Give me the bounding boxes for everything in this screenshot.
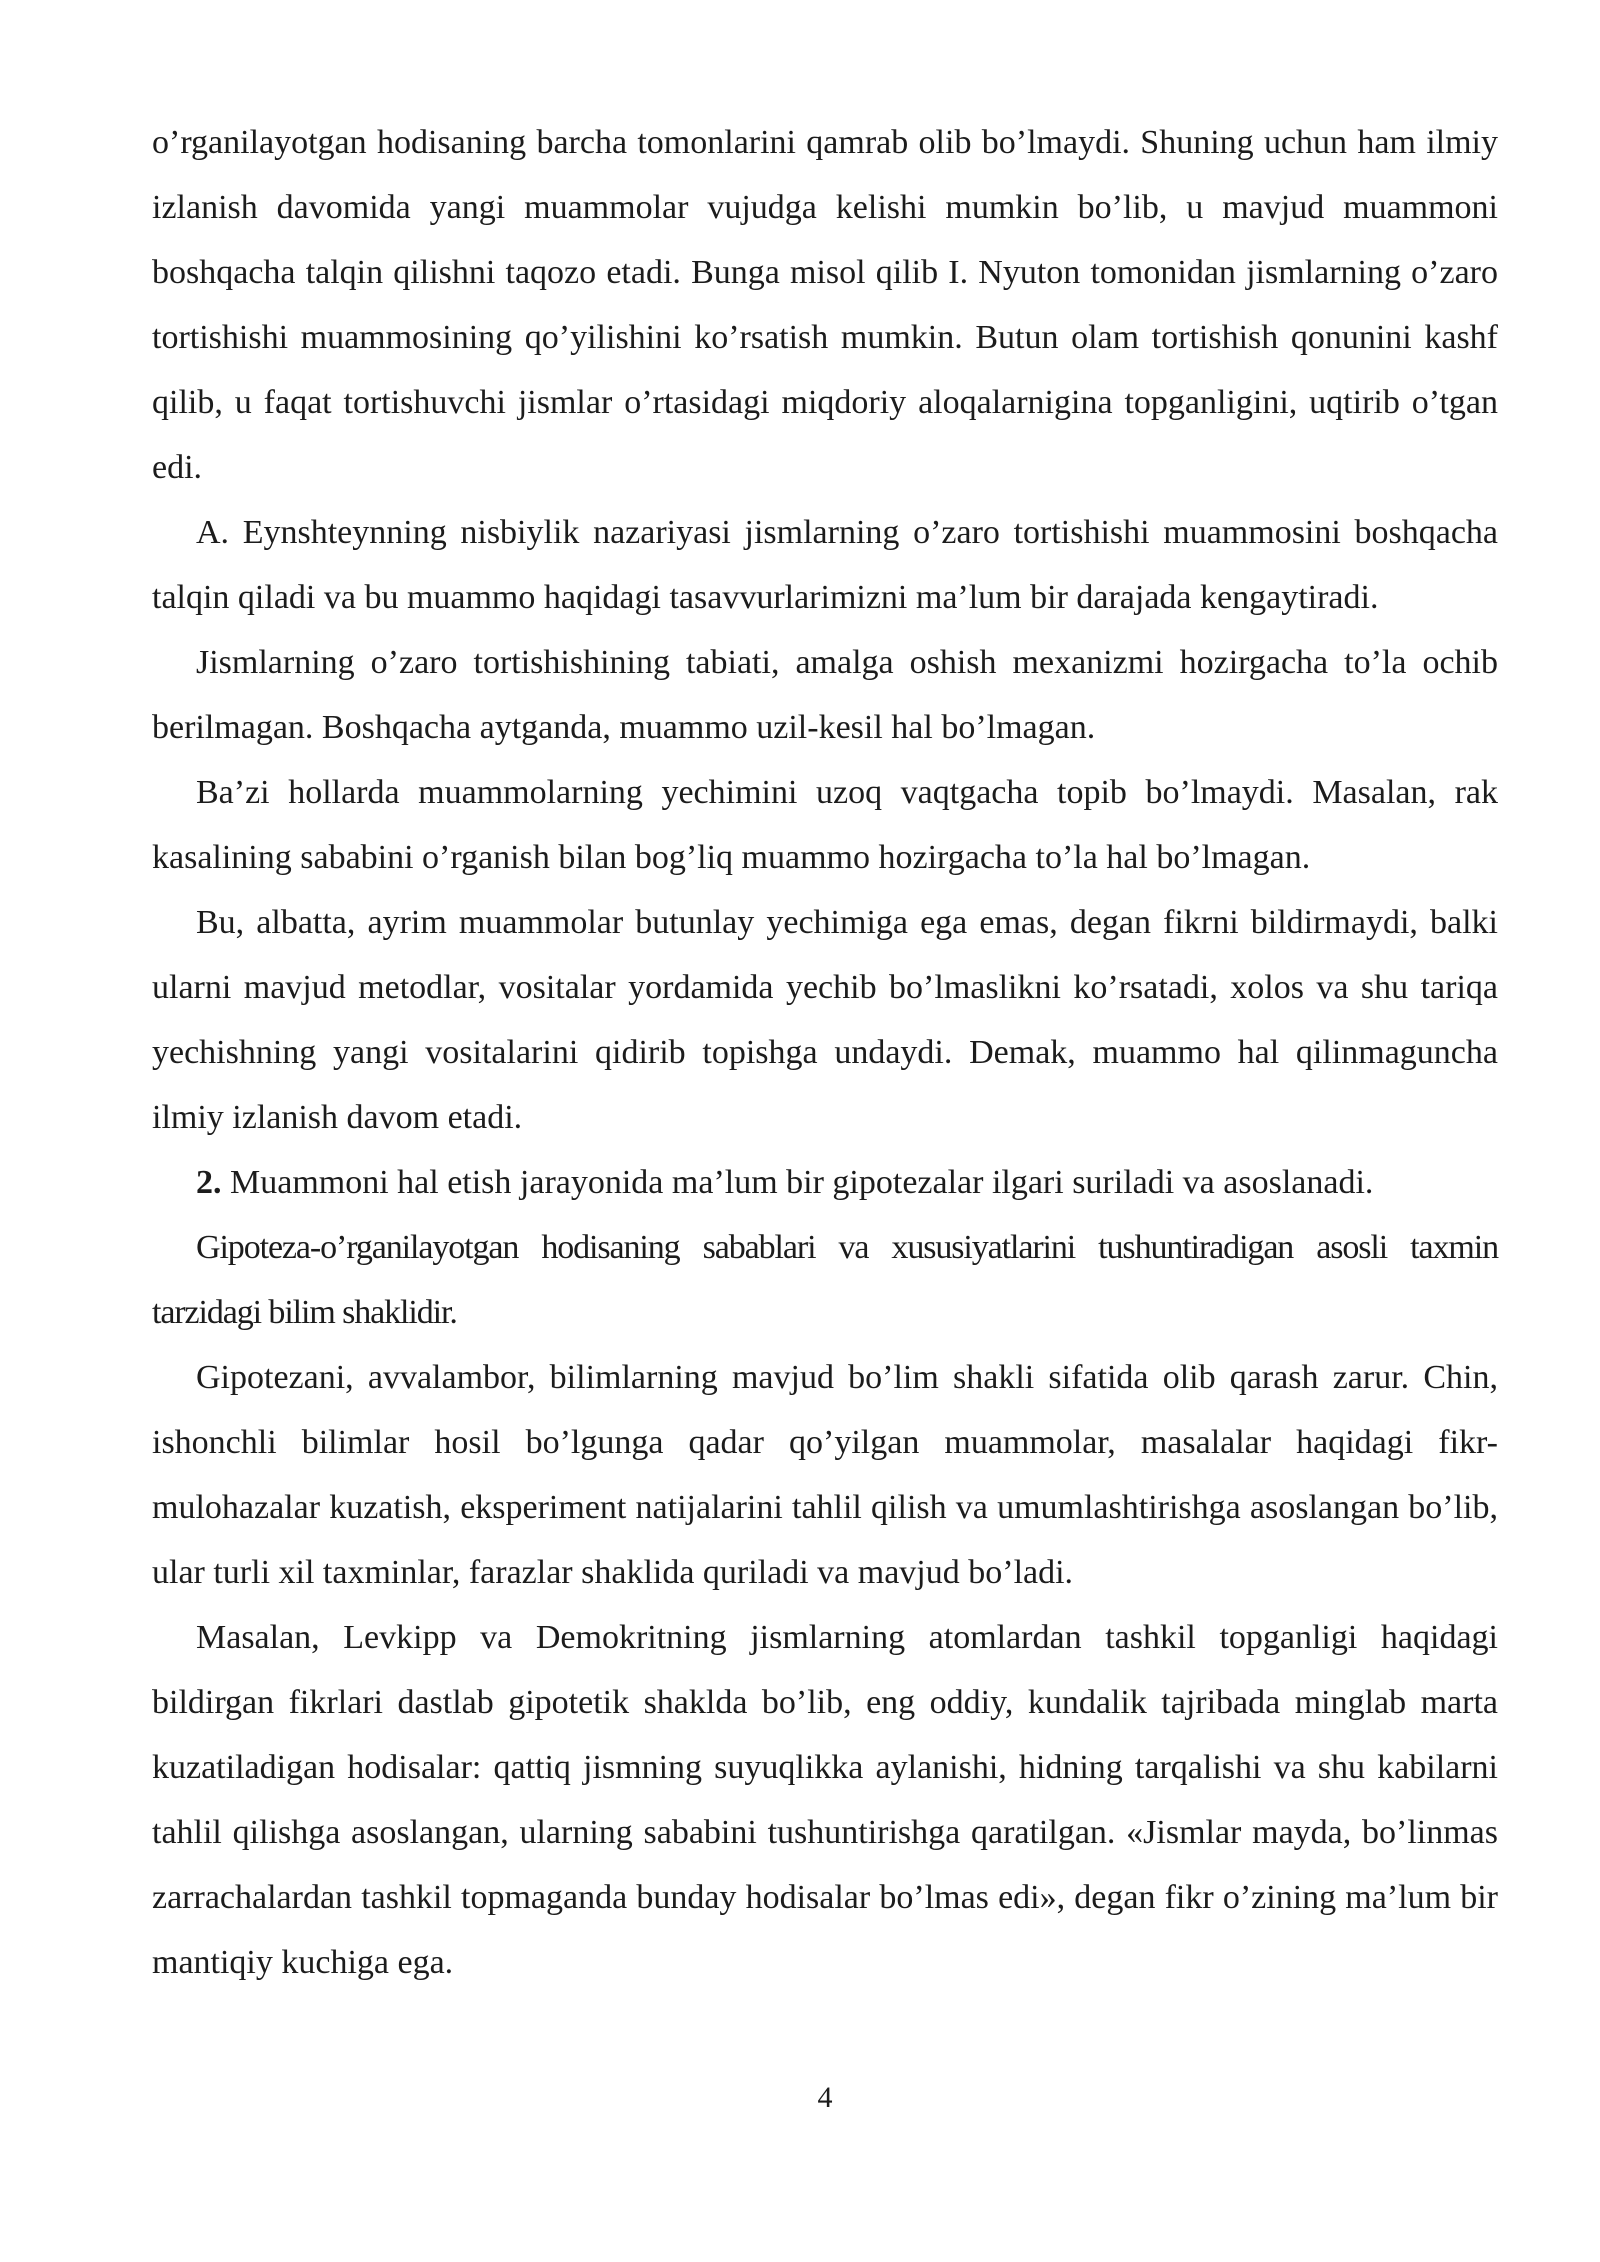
body-text <box>152 110 1498 1995</box>
page-number: 4 <box>817 2081 833 2114</box>
numbered-paragraph <box>152 1150 1498 1215</box>
paragraph-3: Jismlarning o’zaro tortishishining tabiati, amalga oshish mexanizmi hozirgacha to’la ochib berilmagan. Boshqacha aytganda, muammo uzil-kesil hal bo’lmagan. <box>152 644 1498 746</box>
numbered-paragraph-text: Muammoni hal etish jarayonida ma’lum bir gipotezalar ilgari suriladi va asoslanadi. <box>221 1164 1374 1201</box>
paragraph-number: 2. <box>196 1164 222 1201</box>
paragraph-1: o’rganilayotgan hodisaning barcha tomonlarini qamrab olib bo’lmaydi. Shuning uchun ham ilmiy izlanish davomida yangi muammolar vujudga kelishi mumkin bo’lib, u mavjud muammoni boshqacha talqin qilishni taqozo etadi. Bunga misol qilib I. Nyuton tomonidan jismlarning o’zaro tortishishi muammosining qo’yilishini ko’rsatish mumkin. Butun olam tortishish qonunini kashf qilib, u faqat tortishuvchi jismlar o’rtasidagi miqdoriy aloqalarnigina topganligini, uqtirib o’tgan edi. <box>152 124 1498 486</box>
paragraph-8: Masalan, Levkipp va Demokritning jismlarning atomlardan tashkil topganligi haqidagi bildirgan fikrlari dastlab gipotetik shakldа bo’lib, eng oddiy, kundalik tajribada minglab marta kuzatiladigan hodisalar: qattiq jismning suyuqlikka aylanishi, hidning tarqalishi va shu kabilarni tahlil qilishga asoslangan, ularning sababini tushuntirishga qaratilgan. «Jismlar mayda, bo’linmas zarrachalardan tashkil topmaganda bunday hodisalar bo’lmas edi», degan fikr o’zining ma’lum bir mantiqiy kuchiga ega. <box>152 1619 1498 1981</box>
paragraph-2: A. Eynshteynning nisbiylik nazariyasi jismlarning o’zaro tortishishi muammosini boshqacha talqin qiladi va bu muammo haqidagi tasavvurlarimizni ma’lum bir darajada kengaytiradi. <box>152 514 1498 616</box>
paragraph-5: Bu, albatta, ayrim muammolar butunlay yechimiga ega emas, degan fikrni bildirmaydi, balki ularni mavjud metodlar, vositalar yordamida yechib bo’lmaslikni ko’rsatadi, xolos va shu tariqa yechishning yangi vositalarini qidirib topishga undaydi. Demak, muammo hal qilinmaguncha ilmiy izlanish davom etadi. <box>152 904 1498 1136</box>
paragraph-definition: Gipoteza-o’rganilayotgan hodisaning sabablari va xususiyatlarini tushuntiradigan asosli taxmin tarzidagi bilim shaklidir. <box>152 1229 1498 1331</box>
paragraph-7: Gipotezani, avvalambor, bilimlarning mavjud bo’lim shakli sifatida olib qarash zarur. Chin, ishonchli bilimlar hosil bo’lgunga qadar qo’yilgan muammolar, masalalar haqidagi fikr-mulohazalar kuzatish, eksperiment natijalarini tahlil qilish va umumlashtirishga asoslangan bo’lib, ular turli xil taxminlar, farazlar shaklida quriladi va mavjud bo’ladi. <box>152 1359 1498 1591</box>
paragraph-4: Ba’zi hollarda muammolarning yechimini uzoq vaqtgacha topib bo’lmaydi. Masalan, rak kasalining sababini o’rganish bilan bog’liq muammo hozirgacha to’la hal bo’lmagan. <box>152 774 1498 876</box>
